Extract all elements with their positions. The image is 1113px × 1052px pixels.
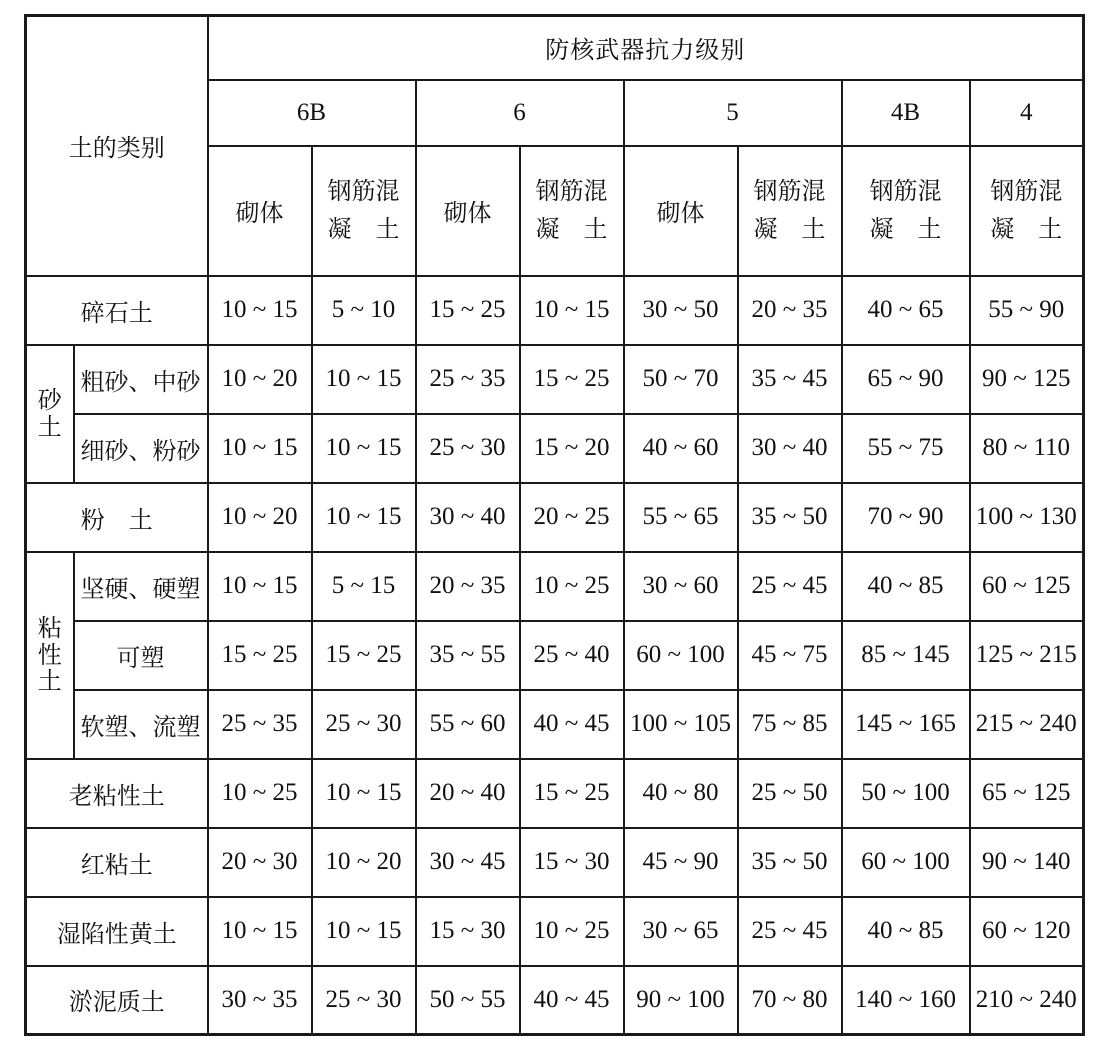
table-cell: 25 ~ 30: [416, 414, 520, 483]
table-cell: 75 ~ 85: [738, 690, 842, 759]
table-cell: 50 ~ 70: [624, 345, 738, 414]
table-cell: 10 ~ 15: [208, 552, 312, 621]
row-label: 粉 土: [26, 483, 208, 552]
table-cell: 140 ~ 160: [842, 966, 970, 1035]
table-row: [26, 276, 1084, 345]
table-cell: 25 ~ 35: [208, 690, 312, 759]
table-cell: 15 ~ 25: [520, 759, 624, 828]
table-row: [26, 414, 1084, 483]
table-cell: 15 ~ 25: [416, 276, 520, 345]
sub-header-rc-line2: 凝 土: [990, 214, 1063, 243]
sub-header-rc-line1: 钢筋混: [753, 177, 826, 206]
table-cell: 30 ~ 50: [624, 276, 738, 345]
row-label: 细砂、粉砂: [74, 414, 208, 483]
level-4b-header: 4B: [842, 80, 970, 146]
table-cell: 90 ~ 100: [624, 966, 738, 1035]
table-cell: 10 ~ 25: [208, 759, 312, 828]
sub-header-rc-line2: 凝 土: [535, 214, 608, 243]
table-cell: 10 ~ 15: [312, 483, 416, 552]
table-cell: 25 ~ 35: [416, 345, 520, 414]
sub-header-rc-line1: 钢筋混: [327, 177, 400, 206]
table-row: [26, 759, 1084, 828]
group-label-sand-text: 砂土: [37, 386, 62, 441]
table-row: [26, 345, 1084, 414]
table-cell: 10 ~ 15: [520, 276, 624, 345]
table-cell: 25 ~ 50: [738, 759, 842, 828]
soil-resistance-table: [24, 14, 1085, 1036]
table-cell: 30 ~ 35: [208, 966, 312, 1035]
table-cell: 15 ~ 30: [416, 897, 520, 966]
table-cell: 65 ~ 90: [842, 345, 970, 414]
table-row: [26, 621, 1084, 690]
row-label: 湿陷性黄土: [26, 897, 208, 966]
table-cell: 20 ~ 35: [738, 276, 842, 345]
table-cell: 30 ~ 40: [738, 414, 842, 483]
table-cell: 40 ~ 65: [842, 276, 970, 345]
group-label-clay: [26, 552, 74, 759]
soil-type-header: 土的类别: [26, 16, 208, 276]
table-cell: 40 ~ 85: [842, 897, 970, 966]
table-row: [26, 966, 1084, 1035]
soil-table-container: [24, 14, 1082, 1036]
table-cell: 30 ~ 65: [624, 897, 738, 966]
table-cell: 10 ~ 20: [208, 483, 312, 552]
sub-header-rc-line1: 钢筋混: [535, 177, 608, 206]
sub-header-rc-line1: 钢筋混: [990, 177, 1063, 206]
level-6b-header: 6B: [208, 80, 416, 146]
table-cell: 60 ~ 100: [624, 621, 738, 690]
table-cell: 50 ~ 100: [842, 759, 970, 828]
table-cell: 15 ~ 25: [312, 621, 416, 690]
table-cell: 40 ~ 80: [624, 759, 738, 828]
sub-header-rc: [970, 146, 1084, 276]
table-cell: 5 ~ 15: [312, 552, 416, 621]
table-cell: 30 ~ 40: [416, 483, 520, 552]
table-cell: 40 ~ 60: [624, 414, 738, 483]
table-row: [26, 690, 1084, 759]
table-cell: 10 ~ 15: [312, 345, 416, 414]
header-row-1: [26, 16, 1084, 80]
table-cell: 10 ~ 15: [208, 897, 312, 966]
table-cell: 10 ~ 25: [520, 552, 624, 621]
level-6-header: 6: [416, 80, 624, 146]
table-cell: 25 ~ 45: [738, 552, 842, 621]
table-cell: 35 ~ 50: [738, 483, 842, 552]
table-cell: 10 ~ 15: [312, 414, 416, 483]
table-row: [26, 552, 1084, 621]
table-cell: 50 ~ 55: [416, 966, 520, 1035]
sub-header-rc: [738, 146, 842, 276]
table-cell: 25 ~ 40: [520, 621, 624, 690]
table-row: [26, 897, 1084, 966]
table-cell: 25 ~ 45: [738, 897, 842, 966]
table-cell: 10 ~ 20: [208, 345, 312, 414]
table-cell: 55 ~ 60: [416, 690, 520, 759]
sub-header-rc-line2: 凝 土: [753, 214, 826, 243]
table-row: [26, 483, 1084, 552]
table-cell: 85 ~ 145: [842, 621, 970, 690]
table-cell: 10 ~ 15: [208, 414, 312, 483]
table-cell: 20 ~ 25: [520, 483, 624, 552]
sub-header-masonry: 砌体: [624, 146, 738, 276]
table-cell: 10 ~ 15: [312, 897, 416, 966]
table-cell: 5 ~ 10: [312, 276, 416, 345]
table-cell: 100 ~ 130: [970, 483, 1084, 552]
row-label: 坚硬、硬塑: [74, 552, 208, 621]
row-label: 粗砂、中砂: [74, 345, 208, 414]
table-cell: 35 ~ 50: [738, 828, 842, 897]
table-cell: 15 ~ 25: [520, 345, 624, 414]
sub-header-masonry: 砌体: [208, 146, 312, 276]
table-cell: 90 ~ 140: [970, 828, 1084, 897]
table-cell: 35 ~ 45: [738, 345, 842, 414]
table-cell: 70 ~ 90: [842, 483, 970, 552]
sub-header-rc-line2: 凝 土: [327, 214, 400, 243]
table-cell: 10 ~ 20: [312, 828, 416, 897]
table-cell: 40 ~ 45: [520, 690, 624, 759]
table-cell: 55 ~ 90: [970, 276, 1084, 345]
table-cell: 125 ~ 215: [970, 621, 1084, 690]
table-cell: 210 ~ 240: [970, 966, 1084, 1035]
sub-header-rc-line2: 凝 土: [869, 214, 942, 243]
table-cell: 60 ~ 100: [842, 828, 970, 897]
row-label: 软塑、流塑: [74, 690, 208, 759]
table-cell: 145 ~ 165: [842, 690, 970, 759]
sub-header-masonry: 砌体: [416, 146, 520, 276]
row-label: 淤泥质土: [26, 966, 208, 1035]
row-label: 老粘性土: [26, 759, 208, 828]
resistance-level-header: 防核武器抗力级别: [208, 16, 1084, 80]
level-4-header: 4: [970, 80, 1084, 146]
table-cell: 60 ~ 125: [970, 552, 1084, 621]
table-cell: 100 ~ 105: [624, 690, 738, 759]
table-cell: 80 ~ 110: [970, 414, 1084, 483]
table-row: [26, 828, 1084, 897]
table-cell: 10 ~ 25: [520, 897, 624, 966]
table-cell: 15 ~ 25: [208, 621, 312, 690]
table-cell: 35 ~ 55: [416, 621, 520, 690]
sub-header-rc: [842, 146, 970, 276]
table-cell: 70 ~ 80: [738, 966, 842, 1035]
table-cell: 25 ~ 30: [312, 690, 416, 759]
sub-header-rc: [520, 146, 624, 276]
group-label-sand: [26, 345, 74, 483]
table-cell: 60 ~ 120: [970, 897, 1084, 966]
table-cell: 40 ~ 45: [520, 966, 624, 1035]
table-cell: 30 ~ 60: [624, 552, 738, 621]
table-cell: 215 ~ 240: [970, 690, 1084, 759]
level-5-header: 5: [624, 80, 842, 146]
sub-header-rc: [312, 146, 416, 276]
table-cell: 90 ~ 125: [970, 345, 1084, 414]
table-cell: 45 ~ 90: [624, 828, 738, 897]
table-cell: 15 ~ 20: [520, 414, 624, 483]
table-cell: 20 ~ 40: [416, 759, 520, 828]
table-cell: 40 ~ 85: [842, 552, 970, 621]
row-label: 红粘土: [26, 828, 208, 897]
sub-header-rc-line1: 钢筋混: [869, 177, 942, 206]
table-cell: 20 ~ 35: [416, 552, 520, 621]
table-cell: 15 ~ 30: [520, 828, 624, 897]
row-label: 可塑: [74, 621, 208, 690]
table-cell: 20 ~ 30: [208, 828, 312, 897]
table-cell: 55 ~ 75: [842, 414, 970, 483]
table-cell: 30 ~ 45: [416, 828, 520, 897]
table-cell: 65 ~ 125: [970, 759, 1084, 828]
table-cell: 45 ~ 75: [738, 621, 842, 690]
table-cell: 25 ~ 30: [312, 966, 416, 1035]
row-label: 碎石土: [26, 276, 208, 345]
group-label-clay-text: 粘性土: [37, 614, 62, 696]
table-cell: 55 ~ 65: [624, 483, 738, 552]
table-cell: 10 ~ 15: [208, 276, 312, 345]
table-cell: 10 ~ 15: [312, 759, 416, 828]
